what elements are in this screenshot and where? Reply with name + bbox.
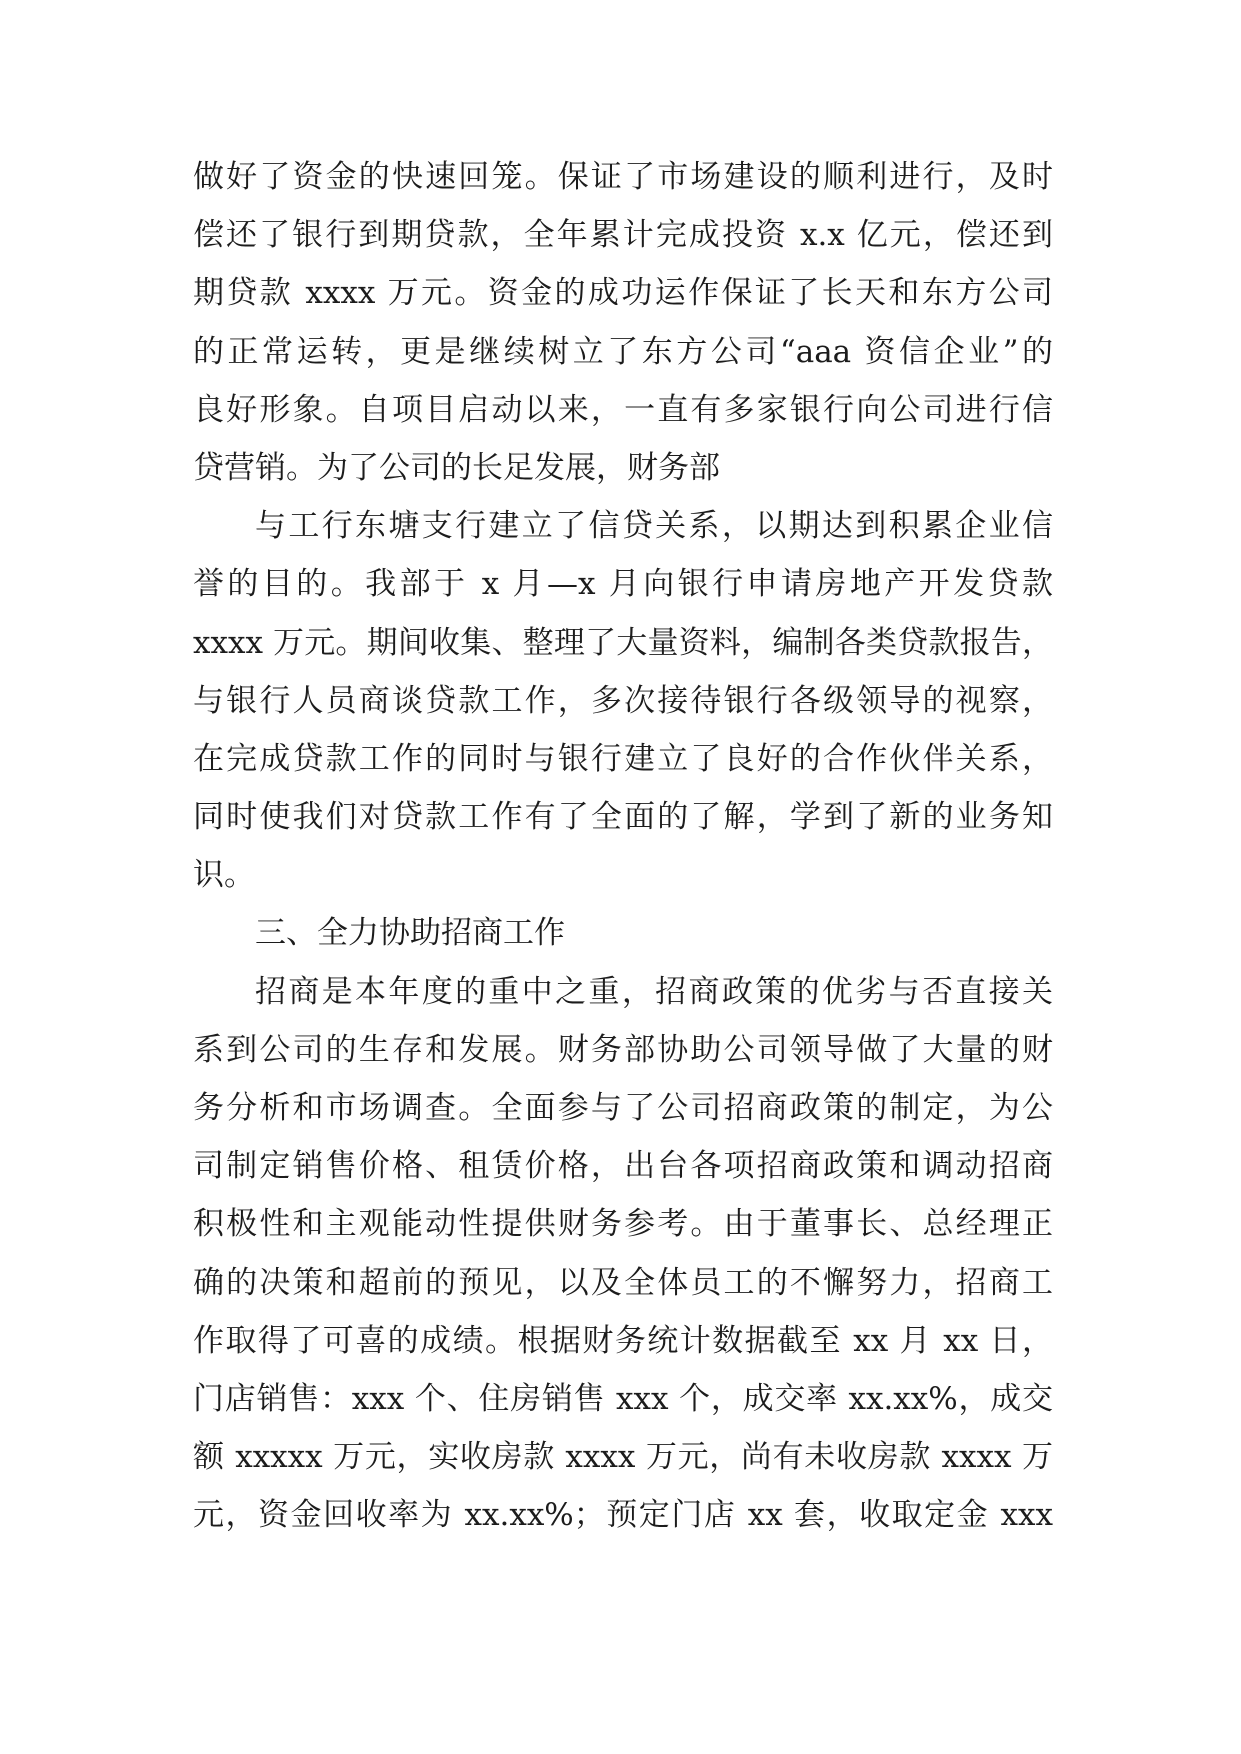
text-line: 系到公司的生存和发展。财务部协助公司领导做了大量的财 bbox=[193, 1031, 1053, 1068]
paragraph bbox=[193, 963, 1053, 1545]
text-line: 与工行东塘支行建立了信贷关系，以期达到积累企业信 bbox=[255, 508, 1053, 545]
text-line: 同时使我们对贷款工作有了全面的了解，学到了新的业务知 bbox=[193, 799, 1053, 836]
text-line: 招商是本年度的重中之重，招商政策的优劣与否直接关 bbox=[255, 973, 1053, 1010]
paragraph bbox=[193, 148, 1053, 497]
text-line: 贷营销。为了公司的长足发展，财务部 bbox=[193, 449, 720, 486]
text-line: 额 xxxxx 万元，实收房款 xxxx 万元，尚有未收房款 xxxx 万 bbox=[193, 1439, 1053, 1476]
text-line: 务分析和市场调查。全面参与了公司招商政策的制定，为公 bbox=[193, 1090, 1053, 1126]
text-line: 积极性和主观能动性提供财务参考。由于董事长、总经理正 bbox=[193, 1206, 1053, 1243]
text-line: xxxx 万元。期间收集、整理了大量资料，编制各类贷款报告， bbox=[193, 624, 1053, 661]
text-line: 在完成贷款工作的同时与银行建立了良好的合作伙伴关系， bbox=[193, 740, 1053, 777]
text-line: 作取得了可喜的成绩。根据财务统计数据截至 xx 月 xx 日， bbox=[193, 1322, 1053, 1359]
text-line: 偿还了银行到期贷款，全年累计完成投资 x.x 亿元，偿还到 bbox=[193, 217, 1053, 254]
section-heading bbox=[193, 904, 1053, 962]
paragraph bbox=[193, 497, 1053, 904]
text-line: 期贷款 xxxx 万元。资金的成功运作保证了长天和东方公司 bbox=[193, 275, 1053, 312]
text-line: 良好形象。自项目启动以来，一直有多家银行向公司进行信 bbox=[193, 391, 1053, 428]
document-body bbox=[193, 148, 1053, 1545]
heading-text: 三、全力协助招商工作 bbox=[255, 915, 565, 952]
text-line: 誉的目的。我部于 x 月—x 月向银行申请房地产开发贷款 bbox=[193, 566, 1053, 603]
text-line: 元，资金回收率为 xx.xx%；预定门店 xx 套，收取定金 xxx bbox=[193, 1497, 1053, 1534]
text-line: 门店销售：xxx 个、住房销售 xxx 个，成交率 xx.xx%，成交 bbox=[193, 1380, 1053, 1417]
text-line: 做好了资金的快速回笼。保证了市场建设的顺利进行，及时 bbox=[193, 159, 1053, 195]
text-line: 司制定销售价格、租赁价格，出台各项招商政策和调动招商 bbox=[193, 1148, 1053, 1185]
text-line: 识。 bbox=[193, 857, 255, 894]
text-line: 与银行人员商谈贷款工作，多次接待银行各级领导的视察， bbox=[193, 682, 1053, 719]
text-line: 确的决策和超前的预见，以及全体员工的不懈努力，招商工 bbox=[193, 1264, 1053, 1301]
text-line: 的正常运转，更是继续树立了东方公司“aaa 资信企业”的 bbox=[193, 333, 1053, 370]
